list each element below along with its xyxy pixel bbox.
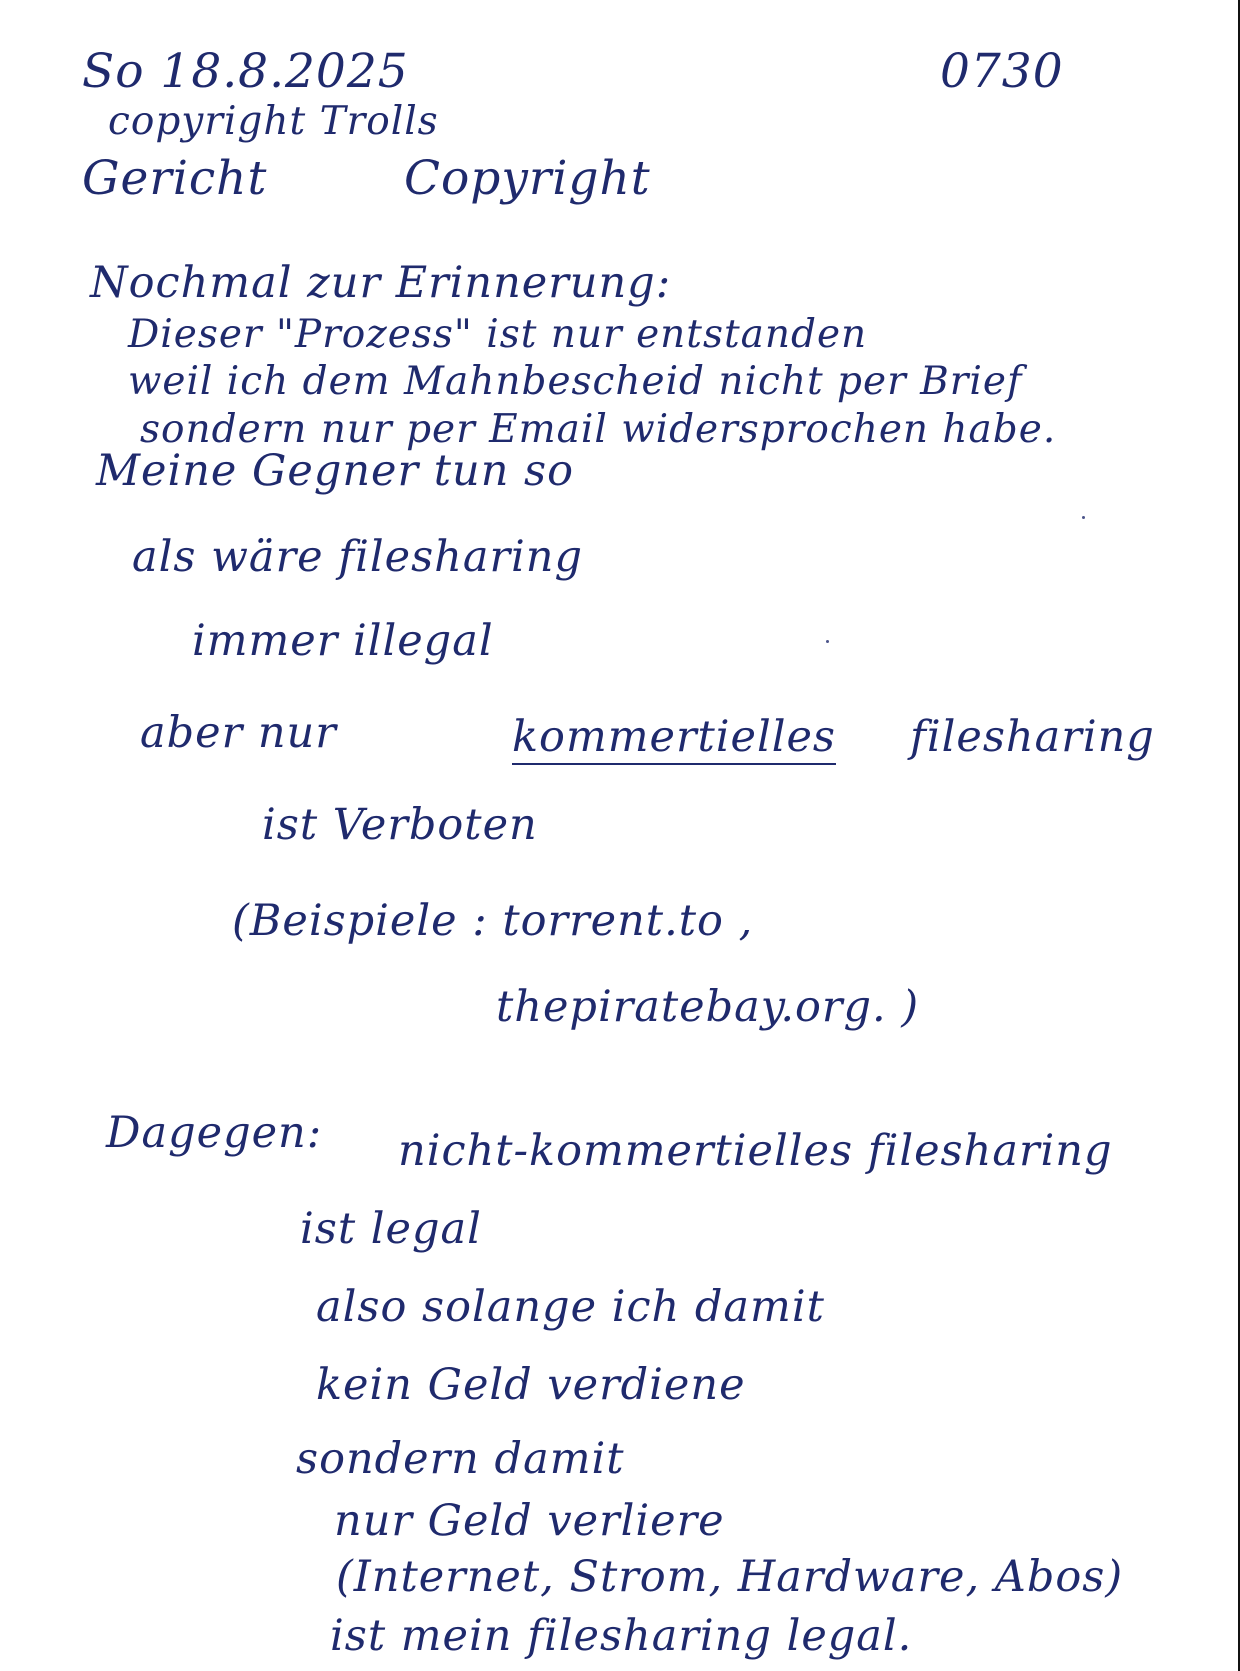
note-header-line-3a: Gericht <box>82 151 268 206</box>
note-line-15: kein Geld verdiene <box>316 1360 746 1410</box>
note-line-17: nur Geld verliere <box>334 1496 725 1546</box>
note-line-3: weil ich dem Mahnbescheid nicht per Brief <box>128 359 1023 404</box>
note-line-5: Meine Gegner tun so <box>96 446 575 496</box>
note-line-13: ist legal <box>300 1204 482 1254</box>
note-line-18: (Internet, Strom, Hardware, Abos) <box>336 1552 1124 1602</box>
note-line-19: ist mein filesharing legal. <box>330 1611 913 1661</box>
note-line-12b: nicht-kommertielles filesharing <box>398 1126 1113 1176</box>
note-date: So 18.8.2025 <box>82 44 409 99</box>
note-line-7: immer illegal <box>192 616 494 666</box>
note-line-11: thepiratebay.org. ) <box>496 982 920 1032</box>
note-line-6: als wäre filesharing <box>132 532 584 582</box>
note-line-12a: Dagegen: <box>106 1108 323 1158</box>
ink-speck <box>1082 516 1085 519</box>
note-line-16: sondern damit <box>296 1434 625 1484</box>
note-line-10: (Beispiele : torrent.to , <box>232 896 754 946</box>
note-line-4: sondern nur per Email widersprochen habe. <box>140 407 1057 452</box>
note-line-14: also solange ich damit <box>316 1282 825 1332</box>
note-line-9: ist Verboten <box>262 800 538 850</box>
note-line-2: Dieser "Prozess" ist nur entstanden <box>128 312 868 357</box>
note-line-8b: kommertielles <box>512 716 836 765</box>
note-line-8a: aber nur <box>140 708 337 758</box>
note-time: 0730 <box>940 44 1064 99</box>
note-header-line-2: copyright Trolls <box>108 99 439 144</box>
note-header-line-3b: Copyright <box>404 151 651 206</box>
ink-speck <box>826 640 829 643</box>
note-line-1: Nochmal zur Erinnerung: <box>90 258 672 308</box>
note-line-8c: filesharing <box>910 712 1155 762</box>
